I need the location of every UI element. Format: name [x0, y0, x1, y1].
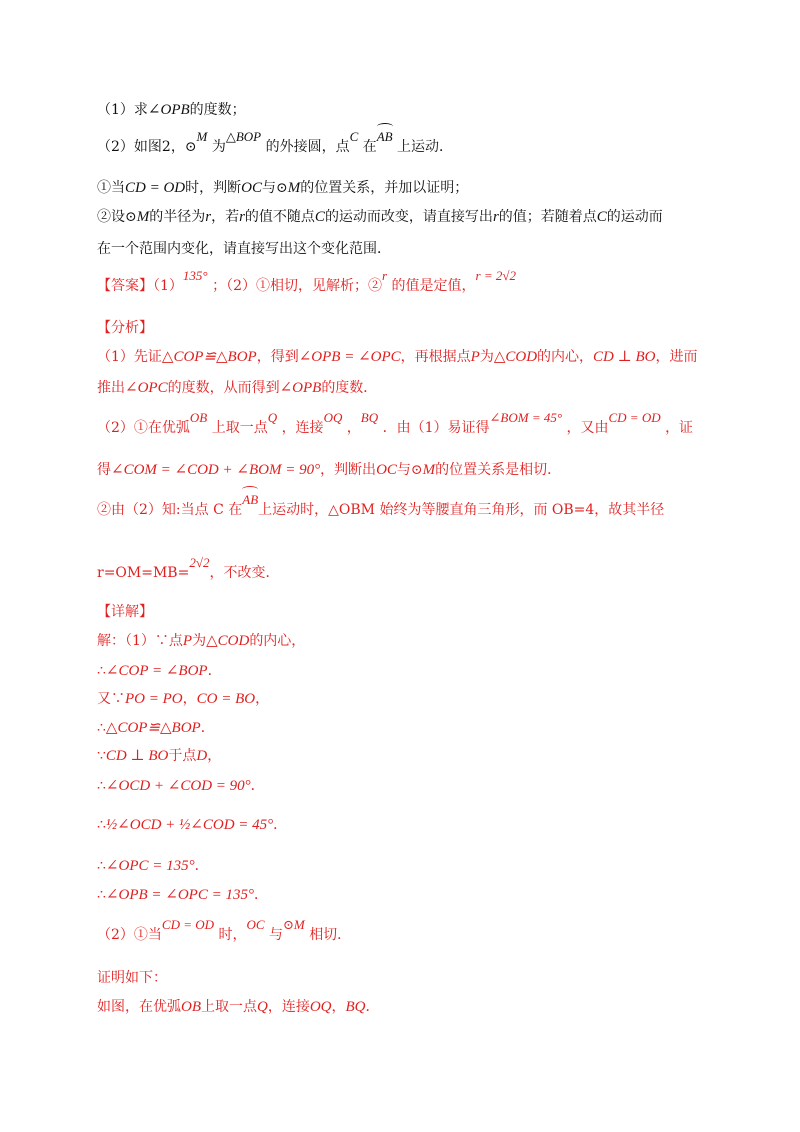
detail-heading: 【详解】	[97, 604, 153, 620]
detail-step-7: ∴½∠OCD + ½∠COD = 45°．	[97, 817, 288, 833]
detail-step-9: ∴∠OPB = ∠OPC = 135°．	[97, 887, 268, 903]
analysis-heading: 【分析】	[97, 320, 153, 336]
proof-step-1: 如图，在优弧OB上取一点Q，连接OQ，BQ．	[97, 999, 380, 1015]
detail-step-4: ∴△COP≌△BOP．	[97, 720, 215, 736]
question-2-1: ①当CD = OD时，判断OC与⊙M的位置关系，并加以证明；	[97, 180, 469, 196]
analysis-1: （1）先证△COP≌△BOP，得到∠OPB = ∠OPC，再根据点P为△COD的内心，CD ⊥ BO，进而	[97, 349, 698, 365]
question-part1: （1）求∠OPB的度数；	[97, 102, 246, 118]
detail-step-6: ∴∠OCD + ∠COD = 90°．	[97, 778, 265, 794]
analysis-1-cont: 推出∠OPC的度数，从而得到∠OPB的度数．	[97, 380, 378, 396]
analysis-3-cont: r=OM=MB=2√2，不改变．	[97, 555, 280, 581]
arc-ab: AB	[377, 127, 393, 147]
answer-line: 【答案】（1）135° ；（2）①相切，见解析；②r 的值是定值，r = 2√2	[97, 268, 516, 294]
detail-step-8: ∴∠OPC = 135°．	[97, 858, 209, 874]
detail-step-5: ∵CD ⊥ BO于点D，	[97, 748, 222, 764]
detail-step-2: ∴∠COP = ∠BOP．	[97, 663, 222, 679]
detail-step-3: 又∵PO = PO，CO = BO，	[97, 691, 270, 707]
arc-ab: AB	[242, 490, 258, 510]
detail-step-1: 解：（1）∵点P为△COD的内心，	[97, 633, 306, 649]
detail-part-2: （2）①当CD = OD 时，OC 与⊙M 相切．	[97, 917, 352, 943]
question-part2: （2）如图2，⊙M 为△BOP 的外接圆，点C 在AB 上运动．	[97, 129, 454, 155]
analysis-2-cont: 得∠COM = ∠COD + ∠BOM = 90°，判断出OC与⊙M的位置关系是相切．	[97, 462, 562, 478]
analysis-3: ②由（2）知:当点 C 在AB上运动时，△OBM 始终为等腰直角三角形，而 OB=4，故其半径	[97, 492, 665, 518]
question-2-2: ②设⊙M的半径为r，若r的值不随点C的运动而改变，请直接写出r的值；若随着点C的运动而	[97, 209, 663, 225]
question-2-2-cont: 在一个范围内变化，请直接写出这个变化范围．	[97, 241, 391, 257]
proof-heading: 证明如下：	[97, 970, 167, 986]
analysis-2: （2）①在优弧OB 上取一点Q ，连接OQ ，BQ ．由（1）易证得∠BOM = 45° ，又由CD = OD ，证	[97, 410, 694, 436]
